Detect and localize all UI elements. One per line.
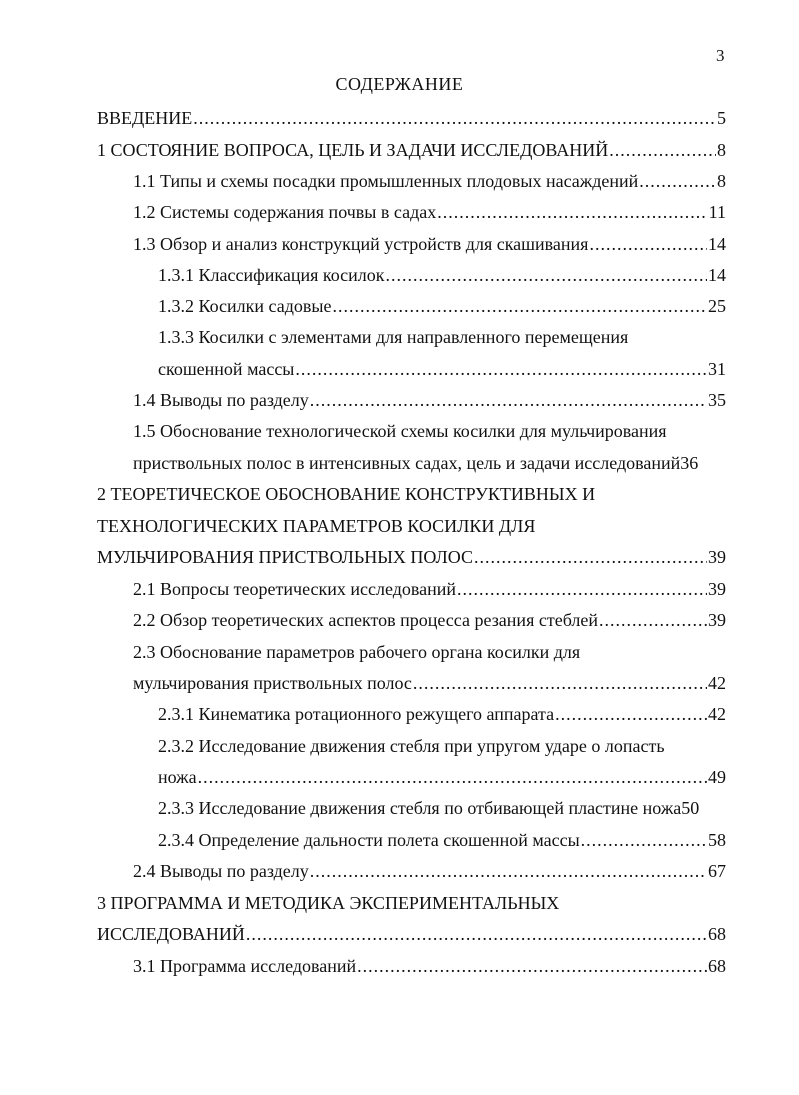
dot-leader bbox=[599, 605, 707, 636]
toc-entry-1-3-1 bbox=[158, 260, 726, 291]
toc-entry-page: 49 bbox=[708, 767, 726, 787]
toc-entry-1-1 bbox=[133, 166, 726, 197]
toc-entry-text: 3 ПРОГРАММА И МЕТОДИКА ЭКСПЕРИМЕНТАЛЬНЫХ bbox=[97, 893, 560, 913]
toc-entry-text: 2.3.4 Определение дальности полета скошенной массы bbox=[158, 830, 580, 850]
page-number: 3 bbox=[716, 46, 725, 65]
toc-entry-text: МУЛЬЧИРОВАНИЯ ПРИСТВОЛЬНЫХ ПОЛОС bbox=[97, 547, 473, 567]
toc-entry-2-2 bbox=[133, 605, 726, 636]
toc-entry-chapter-3 bbox=[97, 888, 726, 919]
toc-entry-2-4 bbox=[133, 856, 726, 887]
toc-entry-text: 1 СОСТОЯНИЕ ВОПРОСА, ЦЕЛЬ И ЗАДАЧИ ИССЛЕДОВАНИЙ bbox=[97, 140, 609, 160]
toc-entry-text: 2.1 Вопросы теоретических исследований bbox=[133, 579, 457, 599]
toc-entry-text: 2.2 Обзор теоретических аспектов процесса резания стеблей bbox=[133, 610, 599, 630]
toc-entry-chapter-2-cont bbox=[97, 511, 726, 542]
dot-leader bbox=[555, 699, 707, 730]
dot-leader bbox=[437, 197, 707, 228]
toc-entry-1-3-3 bbox=[158, 322, 726, 353]
toc-entry-introduction bbox=[97, 103, 726, 134]
toc-entry-text: ножа bbox=[158, 767, 197, 787]
toc-entry-1-2 bbox=[133, 197, 726, 228]
toc-entry-text: 1.4 Выводы по разделу bbox=[133, 390, 309, 410]
dot-leader bbox=[413, 668, 707, 699]
toc-entry-page: 11 bbox=[708, 202, 726, 222]
dot-leader bbox=[198, 762, 707, 793]
toc-entry-text: приствольных полос в интенсивных садах, цель и задачи исследований36 bbox=[133, 453, 699, 473]
toc-entry-text: 1.5 Обоснование технологической схемы косилки для мульчирования bbox=[133, 421, 667, 441]
toc-entry-chapter-2 bbox=[97, 479, 726, 510]
toc-entry-page: 39 bbox=[708, 547, 726, 567]
toc-entry-page: 68 bbox=[708, 956, 726, 976]
dot-leader bbox=[357, 951, 707, 982]
toc-entry-text: ТЕХНОЛОГИЧЕСКИХ ПАРАМЕТРОВ КОСИЛКИ ДЛЯ bbox=[97, 516, 536, 536]
toc-entry-page: 42 bbox=[708, 673, 726, 693]
toc-entry-2-3-1 bbox=[158, 699, 726, 730]
toc-entry-text: 3.1 Программа исследований bbox=[133, 956, 357, 976]
toc-entry-1-3-3-cont bbox=[158, 354, 726, 385]
toc-entry-2-3-2 bbox=[158, 731, 726, 762]
toc-entry-chapter-3-cont bbox=[97, 919, 726, 950]
toc-entry-2-1 bbox=[133, 574, 726, 605]
toc-entry-text: 1.3.1 Классификация косилок bbox=[158, 265, 385, 285]
toc-entry-page: 8 bbox=[717, 140, 726, 160]
toc-entry-text: ВВЕДЕНИЕ bbox=[97, 108, 193, 128]
toc-entry-text: мульчирования приствольных полос bbox=[133, 673, 412, 693]
toc-entry-page: 8 bbox=[717, 171, 726, 191]
dot-leader bbox=[589, 229, 707, 260]
dot-leader bbox=[581, 825, 707, 856]
toc-entry-text: скошенной массы bbox=[158, 359, 295, 379]
toc-entry-text: 2.3.2 Исследование движения стебля при упругом ударе о лопасть bbox=[158, 736, 665, 756]
toc-entry-chapter-1 bbox=[97, 135, 726, 166]
dot-leader bbox=[246, 919, 707, 950]
toc-entry-page: 39 bbox=[708, 610, 726, 630]
dot-leader bbox=[310, 856, 707, 887]
toc-entry-2-3-cont bbox=[133, 668, 726, 699]
toc-entry-text: 1.3 Обзор и анализ конструкций устройств для скашивания bbox=[133, 234, 589, 254]
toc-entry-2-3 bbox=[133, 637, 726, 668]
toc-entry-1-5 bbox=[133, 416, 726, 447]
toc-entry-2-3-4 bbox=[158, 825, 726, 856]
toc-title: СОДЕРЖАНИЕ bbox=[335, 74, 464, 94]
toc-entry-1-4 bbox=[133, 385, 726, 416]
toc-entry-text: 2.3.3 Исследование движения стебля по отбивающей пластине ножа50 bbox=[158, 798, 700, 818]
toc-entry-page: 14 bbox=[708, 234, 726, 254]
toc-entry-page: 25 bbox=[708, 296, 726, 316]
toc-entry-page: 31 bbox=[708, 359, 726, 379]
toc-entry-text: ИССЛЕДОВАНИЙ bbox=[97, 924, 245, 944]
dot-leader bbox=[310, 385, 707, 416]
toc-entry-text: 1.1 Типы и схемы посадки промышленных плодовых насаждений bbox=[133, 171, 639, 191]
toc-entry-page: 14 bbox=[708, 265, 726, 285]
dot-leader bbox=[457, 574, 707, 605]
toc-entry-text: 1.3.3 Косилки с элементами для направленного перемещения bbox=[158, 327, 629, 347]
toc-entry-2-3-3 bbox=[158, 793, 733, 824]
toc-entry-page: 68 bbox=[708, 924, 726, 944]
toc-entry-text: 2.3 Обоснование параметров рабочего органа косилки для bbox=[133, 642, 581, 662]
dot-leader bbox=[609, 135, 716, 166]
toc-entry-1-3 bbox=[133, 229, 726, 260]
toc-entry-text: 2.4 Выводы по разделу bbox=[133, 861, 309, 881]
dot-leader bbox=[295, 354, 707, 385]
toc-entry-page: 39 bbox=[708, 579, 726, 599]
dot-leader bbox=[386, 260, 707, 291]
toc-entry-text: 2 ТЕОРЕТИЧЕСКОЕ ОБОСНОВАНИЕ КОНСТРУКТИВНЫХ И bbox=[97, 484, 596, 504]
toc-entry-page: 58 bbox=[708, 830, 726, 850]
dot-leader bbox=[193, 103, 716, 134]
toc-entry-chapter-2-end bbox=[97, 542, 726, 573]
toc-entry-2-3-2-cont bbox=[158, 762, 726, 793]
toc-entry-text: 1.3.2 Косилки садовые bbox=[158, 296, 332, 316]
dot-leader bbox=[639, 166, 716, 197]
toc-entry-page: 35 bbox=[708, 390, 726, 410]
dot-leader bbox=[332, 291, 707, 322]
toc-entry-text: 2.3.1 Кинематика ротационного режущего аппарата bbox=[158, 704, 555, 724]
dot-leader bbox=[474, 542, 707, 573]
toc-entry-text: 1.2 Системы содержания почвы в садах bbox=[133, 202, 437, 222]
toc-entry-1-5-cont bbox=[133, 448, 733, 479]
toc-entry-page: 5 bbox=[717, 108, 726, 128]
toc-entry-page: 42 bbox=[708, 704, 726, 724]
toc-entry-page: 67 bbox=[708, 861, 726, 881]
toc-entry-1-3-2 bbox=[158, 291, 726, 322]
toc-entry-3-1 bbox=[133, 951, 726, 982]
